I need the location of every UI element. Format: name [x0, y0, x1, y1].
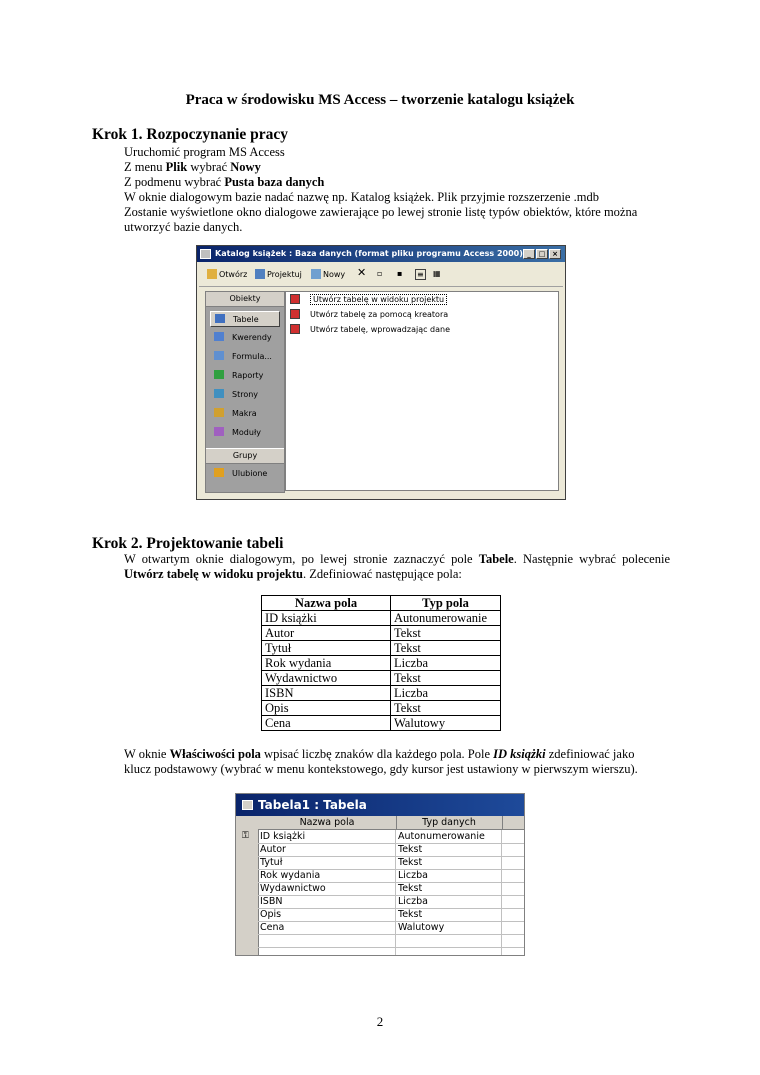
table-row[interactable] — [258, 947, 524, 956]
step2-line1: W otwartym oknie dialogowym, po lewej stronie zaznaczyć pole Tabele. Następnie wybrać polecenie — [124, 552, 670, 566]
table-row[interactable]: ID książki Autonumerowanie — [258, 830, 524, 844]
fields-table — [261, 595, 501, 731]
fields-table-header-type: Typ pola — [391, 596, 501, 611]
list-view-icon[interactable]: ≡ — [417, 270, 424, 279]
details-view-icon[interactable]: ▦ — [433, 269, 441, 278]
object-queries[interactable]: Kwerendy — [210, 330, 280, 346]
note-paragraph — [124, 747, 638, 777]
step1-line1: Uruchomić program MS Access — [124, 145, 285, 159]
large-icons-icon[interactable]: ▫ — [377, 269, 383, 278]
table-row[interactable]: ISBN Liczba — [258, 895, 524, 909]
object-tables[interactable]: Tabele — [210, 311, 280, 327]
folder-icon — [214, 468, 224, 477]
step2-line2: Utwórz tabelę w widoku projektu. Zdefiniować następujące pola: — [124, 567, 462, 581]
object-forms[interactable]: Formula... — [210, 349, 280, 365]
table-wizard-icon — [290, 324, 300, 334]
table-row: Tytuł Tekst — [262, 641, 501, 656]
page-icon — [214, 389, 224, 398]
primary-key-icon: ⚿ — [242, 831, 249, 841]
step1-line3: Z podmenu wybrać Pusta baza danych — [124, 175, 325, 189]
page-number: 2 — [376, 1014, 384, 1029]
delete-icon[interactable]: ✕ — [357, 266, 367, 279]
close-button[interactable]: × — [549, 249, 561, 259]
step1-line4: W oknie dialogowym bazie nadać nazwę np. Katalog książek. Plik przyjmie rozszerzenie .mdb — [124, 190, 599, 204]
fields-table-header-name: Nazwa pola — [262, 596, 391, 611]
step1-line2: Z menu Plik wybrać Nowy — [124, 160, 261, 174]
database-window-titlebar — [197, 246, 565, 262]
objects-pane — [205, 291, 285, 493]
object-modules[interactable]: Moduły — [210, 425, 280, 441]
database-toolbar — [199, 264, 563, 287]
table-row: Autor Tekst — [262, 626, 501, 641]
note-line2: klucz podstawowy (wybrać w menu kontekstowego, gdy kursor jest ustawiony w pierwszym wierszu). — [124, 762, 638, 776]
table-wizard-icon — [290, 309, 300, 319]
step2-paragraph — [124, 552, 670, 582]
table-row[interactable]: Wydawnictwo Tekst — [258, 882, 524, 896]
small-icons-icon[interactable]: ▪ — [397, 269, 403, 278]
table-wizard-icon — [290, 294, 300, 304]
header-data-type: Typ danych — [396, 816, 503, 829]
step1-line5: Zostanie wyświetlone okno dialogowe zawierające po lewej stronie listę typów obiektów, które można — [124, 205, 638, 219]
table-design-window — [235, 793, 525, 956]
design-grid — [236, 816, 524, 955]
access-app-icon — [200, 249, 211, 259]
table-row[interactable]: Autor Tekst — [258, 843, 524, 857]
new-button[interactable]: Nowy — [311, 269, 345, 279]
module-icon — [214, 427, 224, 436]
step1-heading: Krok 1. Rozpoczynanie pracy — [92, 126, 289, 143]
create-table-design-view[interactable]: Utwórz tabelę w widoku projektu — [290, 294, 447, 306]
table-row: Cena Walutowy — [262, 716, 501, 731]
table-icon — [215, 314, 225, 323]
open-button[interactable]: Otwórz — [207, 269, 247, 279]
groups-header[interactable]: Grupy — [206, 448, 284, 464]
object-reports[interactable]: Raporty — [210, 368, 280, 384]
step2-heading: Krok 2. Projektowanie tabeli — [92, 535, 284, 552]
form-icon — [214, 351, 224, 360]
objects-header[interactable]: Obiekty — [206, 292, 284, 307]
create-table-wizard[interactable]: Utwórz tabelę za pomocą kreatora — [290, 309, 448, 321]
design-icon — [255, 269, 265, 279]
table-row: Opis Tekst — [262, 701, 501, 716]
note-line1: W oknie Właściwości pola wpisać liczbę znaków dla każdego pola. Pole ID książki zdefiniować jako — [124, 747, 635, 761]
new-icon — [311, 269, 321, 279]
objects-list — [285, 291, 559, 491]
header-field-name: Nazwa pola — [258, 816, 397, 829]
minimize-button[interactable]: _ — [523, 249, 535, 259]
object-pages[interactable]: Strony — [210, 387, 280, 403]
table-row[interactable]: Cena Walutowy — [258, 921, 524, 935]
create-table-entering-data[interactable]: Utwórz tabelę, wprowadzając dane — [290, 324, 450, 336]
table-row[interactable]: Tytuł Tekst — [258, 856, 524, 870]
table-icon — [242, 800, 253, 810]
table-row: Rok wydania Liczba — [262, 656, 501, 671]
query-icon — [214, 332, 224, 341]
macro-icon — [214, 408, 224, 417]
report-icon — [214, 370, 224, 379]
table-row: ID książki Autonumerowanie — [262, 611, 501, 626]
step1-paragraph — [124, 145, 637, 235]
table-row[interactable]: Rok wydania Liczba — [258, 869, 524, 883]
object-macros[interactable]: Makra — [210, 406, 280, 422]
open-icon — [207, 269, 217, 279]
table-row: Wydawnictwo Tekst — [262, 671, 501, 686]
table-row[interactable] — [258, 934, 524, 948]
table-design-title: Tabela1 : Tabela — [258, 798, 367, 812]
design-grid-header — [258, 816, 524, 830]
database-window — [196, 245, 566, 500]
table-row[interactable]: Opis Tekst — [258, 908, 524, 922]
table-design-titlebar — [236, 794, 524, 816]
step1-line6: utworzyć bazie danych. — [124, 220, 243, 234]
database-window-title: Katalog książek : Baza danych (format pliku programu Access 2000) — [215, 249, 523, 258]
design-button[interactable]: Projektuj — [255, 269, 302, 279]
maximize-button[interactable]: □ — [536, 249, 548, 259]
table-row: ISBN Liczba — [262, 686, 501, 701]
page-title: Praca w środowisku MS Access – tworzenie katalogu książek — [185, 92, 575, 108]
group-favorites[interactable]: Ulubione — [210, 466, 280, 482]
